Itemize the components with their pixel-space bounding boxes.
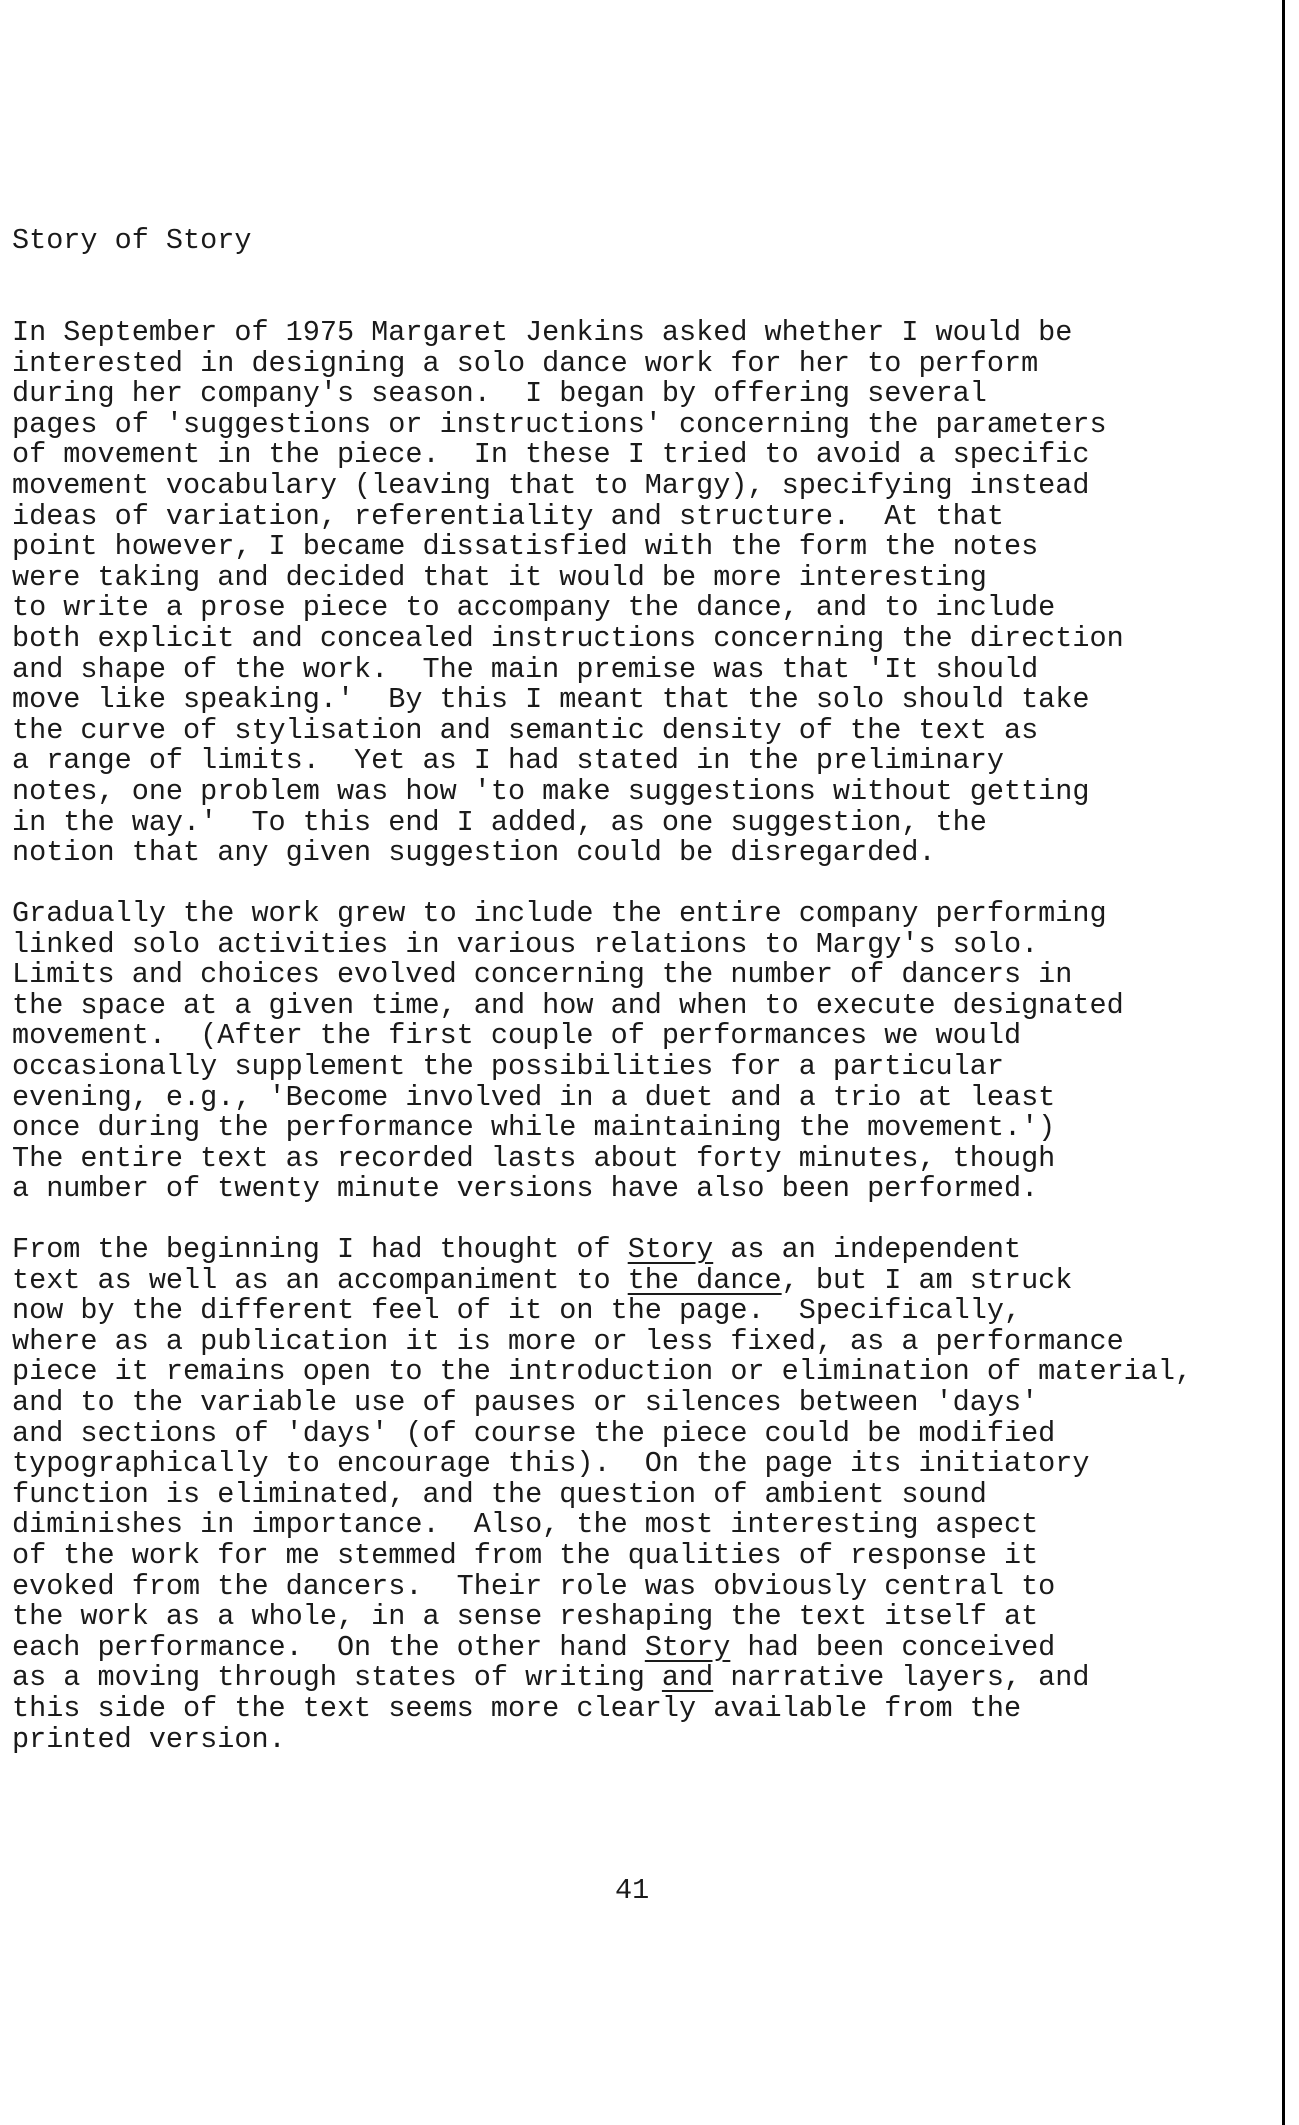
text-line: and to the variable use of pauses or silences between 'days' bbox=[12, 1385, 1039, 1419]
text-line: in the way.' To this end I added, as one suggestion, the bbox=[12, 805, 987, 839]
text-line: now by the different feel of it on the page. Specifically, bbox=[12, 1294, 1022, 1328]
text-line: a range of limits. Yet as I had stated in the preliminary bbox=[12, 744, 1004, 778]
text-line: The entire text as recorded lasts about forty minutes, though bbox=[12, 1141, 1056, 1175]
text-line: diminishes in importance. Also, the most interesting aspect bbox=[12, 1508, 1039, 1542]
text-line: pages of 'suggestions or instructions' concerning the parameters bbox=[12, 407, 1107, 441]
text-line: both explicit and concealed instructions concerning the direction bbox=[12, 621, 1124, 655]
document-title: Story of Story bbox=[12, 224, 252, 257]
text-line: a number of twenty minute versions have also been performed. bbox=[12, 1172, 1039, 1206]
text-line: evening, e.g., 'Become involved in a duet and a trio at least bbox=[12, 1080, 1056, 1114]
text-segment: , but I am struck bbox=[781, 1263, 1073, 1297]
text-line: the work as a whole, in a sense reshaping the text itself at bbox=[12, 1600, 1039, 1634]
text-line: point however, I became dissatisfied with the form the notes bbox=[12, 530, 1039, 564]
text-line bbox=[12, 1263, 1192, 1297]
paragraph-1 bbox=[12, 318, 1124, 869]
text-line: where as a publication it is more or less fixed, as a performance bbox=[12, 1324, 1124, 1358]
text-line: occasionally supplement the possibilities for a particular bbox=[12, 1049, 1004, 1083]
underlined-phrase: the dance bbox=[627, 1263, 782, 1297]
text-line: Gradually the work grew to include the entire company performing bbox=[12, 897, 1107, 930]
text-line bbox=[12, 1235, 1192, 1266]
text-line: the space at a given time, and how and when to execute designated bbox=[12, 988, 1124, 1022]
text-line: of the work for me stemmed from the qualities of response it bbox=[12, 1538, 1039, 1572]
text-line: this side of the text seems more clearly available from the bbox=[12, 1691, 1022, 1725]
text-line: movement vocabulary (leaving that to Margy), specifying instead bbox=[12, 468, 1090, 502]
text-line: during her company's season. I began by offering several bbox=[12, 377, 987, 411]
text-line: function is eliminated, and the question of ambient sound bbox=[12, 1477, 987, 1511]
text-line bbox=[12, 1663, 1192, 1694]
text-line: interested in designing a solo dance work for her to perform bbox=[12, 346, 1039, 380]
text-line: notion that any given suggestion could be disregarded. bbox=[12, 836, 936, 870]
text-segment: as an independent bbox=[713, 1233, 1022, 1266]
text-segment: text as well as an accompaniment to bbox=[12, 1263, 628, 1297]
text-line: piece it remains open to the introduction or elimination of material, bbox=[12, 1355, 1193, 1389]
underlined-title-story: Story bbox=[644, 1630, 731, 1664]
page-number: 41 bbox=[615, 1874, 650, 1907]
text-segment: narrative layers, and bbox=[713, 1661, 1090, 1695]
text-line: and shape of the work. The main premise was that 'It should bbox=[12, 652, 1039, 686]
text-line: In September of 1975 Margaret Jenkins asked whether I would be bbox=[12, 316, 1073, 349]
text-line: move like speaking.' By this I meant that the solo should take bbox=[12, 683, 1090, 717]
text-line: Limits and choices evolved concerning the number of dancers in bbox=[12, 958, 1073, 992]
text-line: of movement in the piece. In these I tried to avoid a specific bbox=[12, 438, 1090, 472]
text-line: the curve of stylisation and semantic density of the text as bbox=[12, 713, 1039, 747]
text-segment: each performance. On the other hand bbox=[12, 1630, 645, 1664]
text-line: were taking and decided that it would be more interesting bbox=[12, 560, 987, 594]
text-line: to write a prose piece to accompany the dance, and to include bbox=[12, 591, 1056, 625]
text-line: once during the performance while maintaining the movement.') bbox=[12, 1111, 1056, 1145]
text-line: linked solo activities in various relations to Margy's solo. bbox=[12, 927, 1039, 961]
text-segment: had been conceived bbox=[730, 1630, 1056, 1664]
text-segment: as a moving through states of writing bbox=[12, 1661, 662, 1695]
page-edge-line bbox=[1282, 0, 1285, 2125]
text-line: printed version. bbox=[12, 1722, 286, 1756]
underlined-title-story: Story bbox=[627, 1233, 714, 1266]
text-line bbox=[12, 1630, 1192, 1664]
text-line: typographically to encourage this). On the page its initiatory bbox=[12, 1447, 1090, 1481]
underlined-word: and bbox=[661, 1661, 714, 1695]
text-line: ideas of variation, referentiality and structure. At that bbox=[12, 499, 1004, 533]
text-line: movement. (After the first couple of performances we would bbox=[12, 1019, 1022, 1053]
paragraph-3 bbox=[12, 1235, 1192, 1755]
text-line: notes, one problem was how 'to make suggestions without getting bbox=[12, 774, 1090, 808]
paragraph-2 bbox=[12, 899, 1124, 1205]
text-line: and sections of 'days' (of course the piece could be modified bbox=[12, 1416, 1056, 1450]
text-segment: From the beginning I had thought of bbox=[12, 1233, 628, 1266]
text-line: evoked from the dancers. Their role was obviously central to bbox=[12, 1569, 1056, 1603]
